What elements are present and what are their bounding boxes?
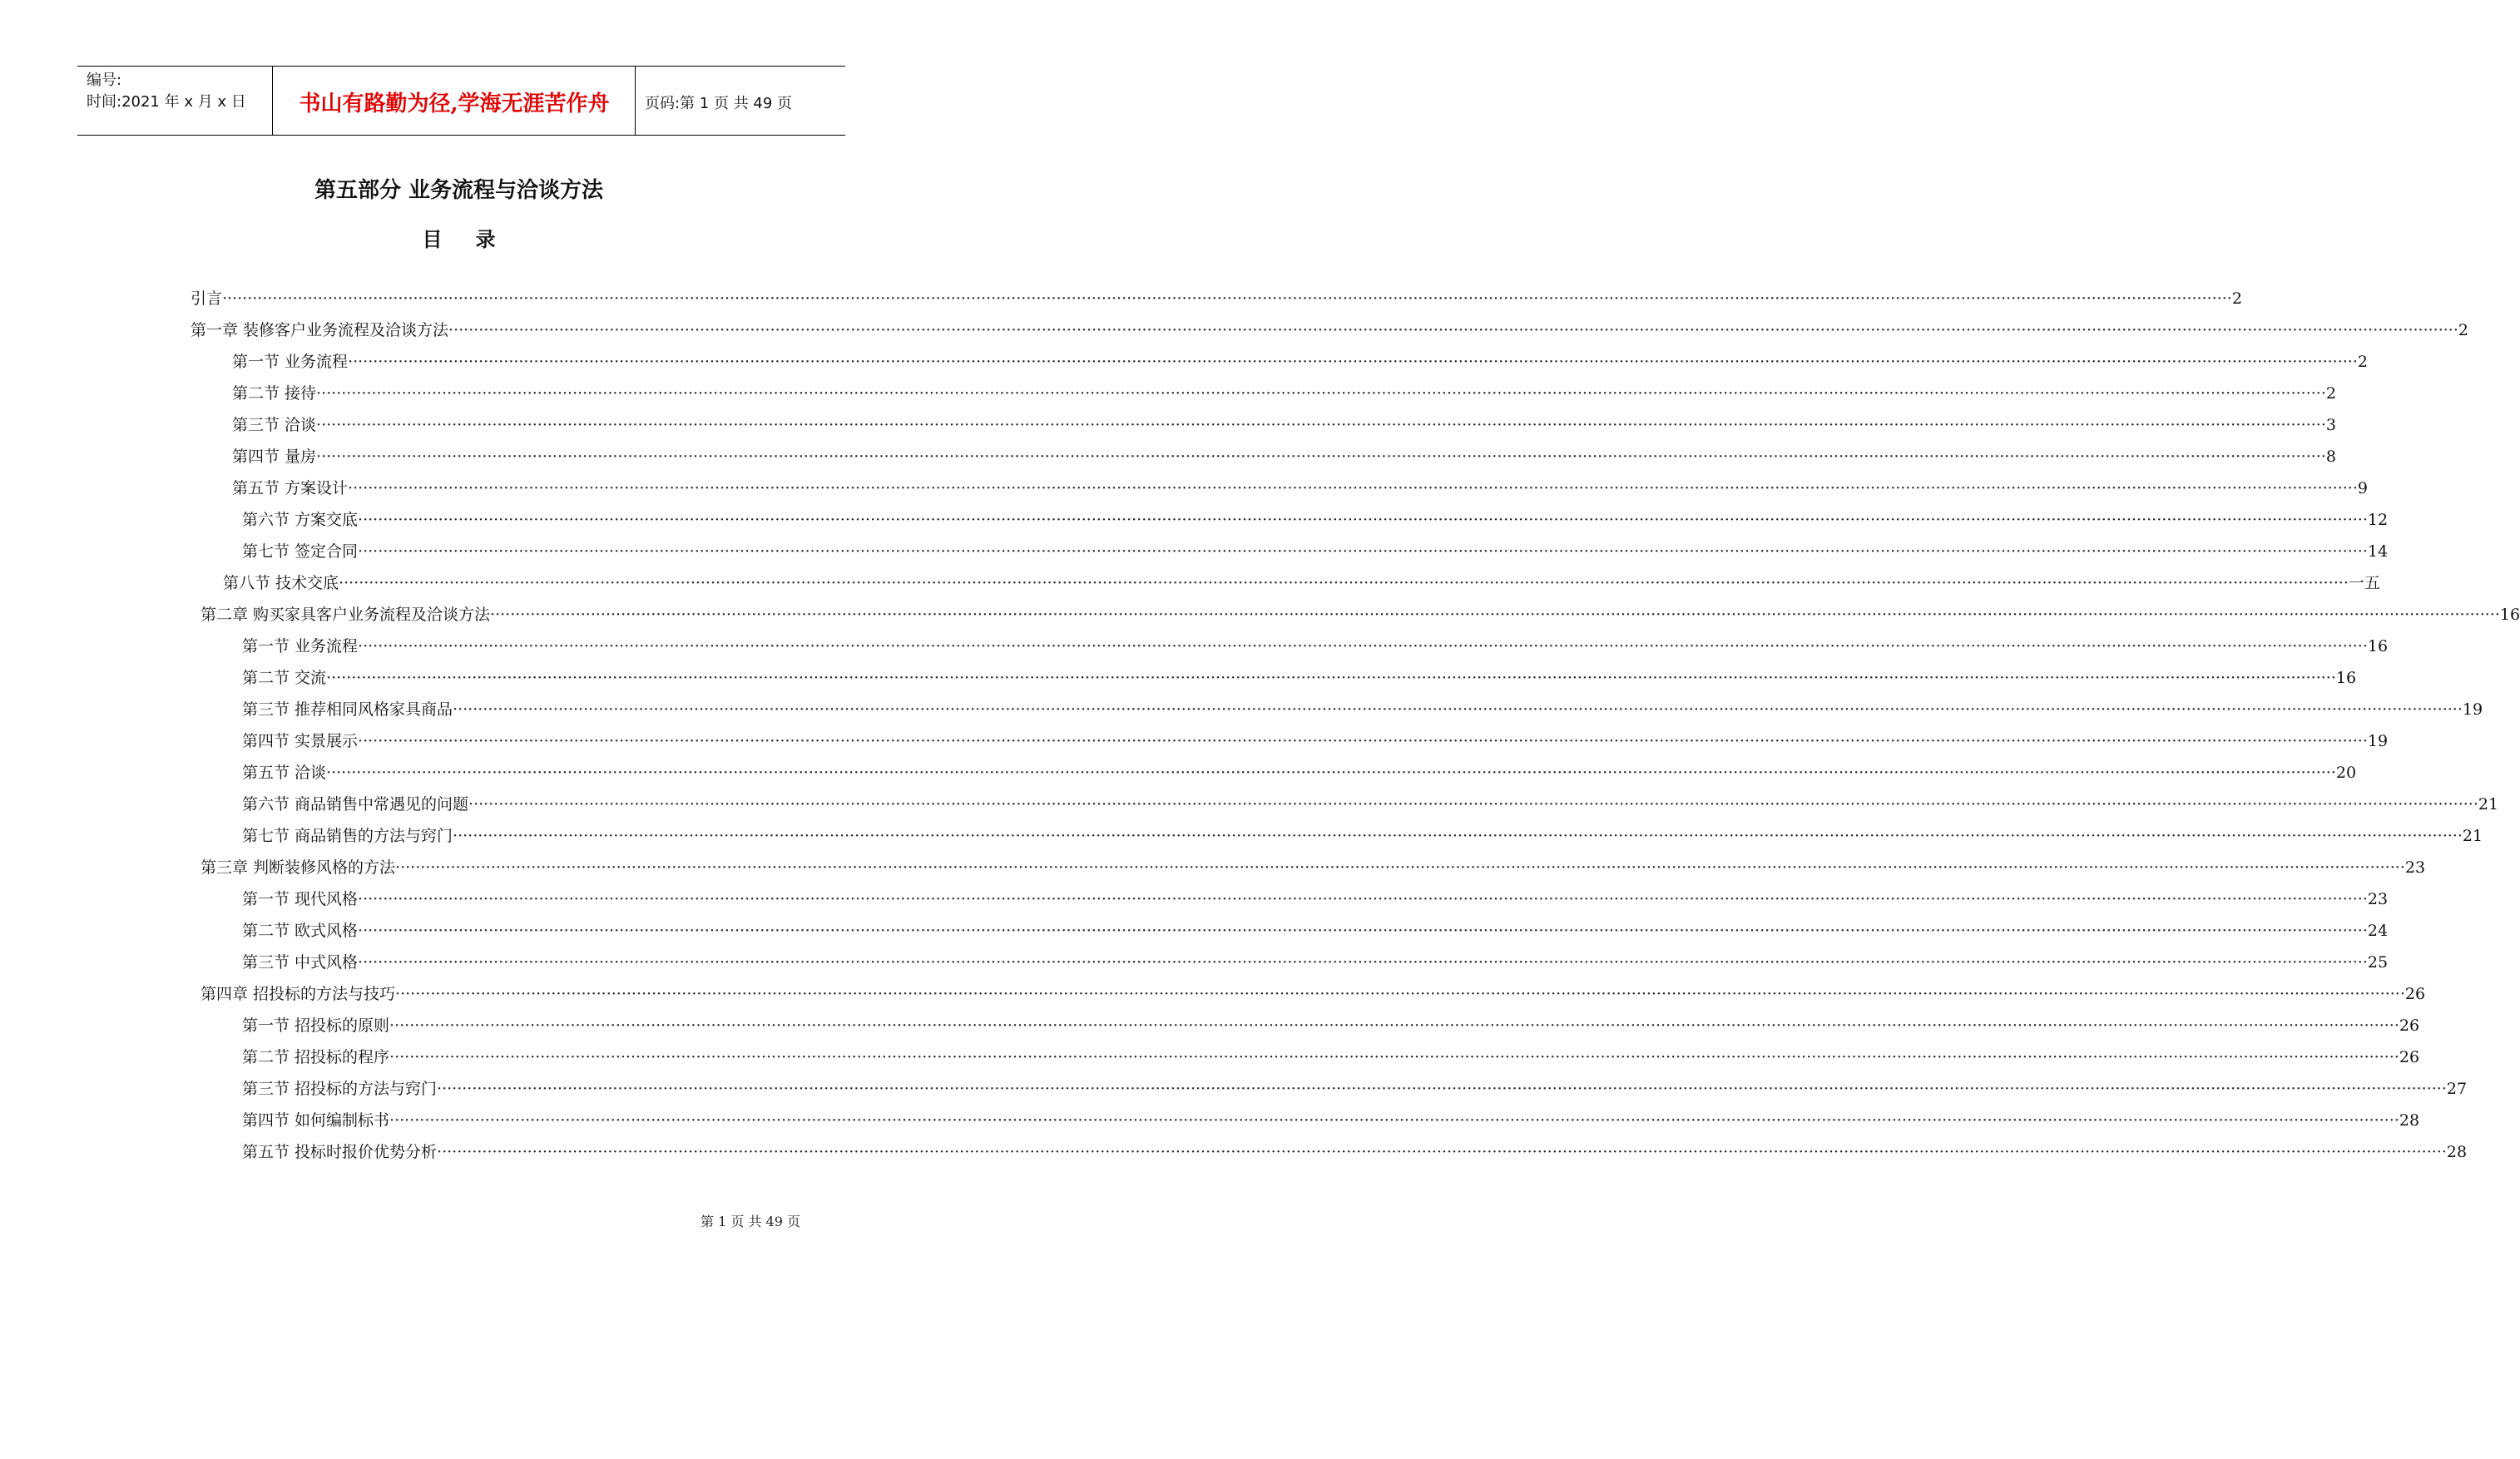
toc-entry [242, 789, 2499, 820]
toc-entry [242, 1041, 2420, 1073]
page-footer: 第 1 页 共 49 页 [701, 1214, 800, 1229]
toc-entry [223, 567, 2380, 599]
toc-entry-label: 第五节 洽谈 [242, 764, 327, 782]
toc-entry-label: 第三节 推荐相同风格家具商品 [242, 700, 453, 719]
toc-dot-leader: ················································································································································································································································································································································································································ [468, 795, 2478, 814]
toc-dot-leader: ················································································································································································································································································································································································································ [389, 1111, 2399, 1130]
toc-dot-leader: ················································································································································································································································································································································································································ [316, 384, 2326, 403]
toc-entry-label: 第五节 方案设计 [232, 479, 349, 497]
toc-entry [242, 536, 2389, 567]
toc-entry [232, 472, 2368, 504]
toc-entry-label: 第二节 招投标的程序 [242, 1048, 390, 1066]
toc-dot-leader: ················································································································································································································································································································································································································ [326, 669, 2336, 687]
toc-entry-label: 第二节 接待 [232, 384, 317, 403]
toc-entry-page: 26 [2399, 1048, 2420, 1066]
toc-entry-label: 第一节 业务流程 [232, 353, 349, 371]
toc-entry-page: 14 [2367, 542, 2389, 561]
toc-entry [242, 725, 2389, 757]
toc-entry-page: 16 [2499, 606, 2520, 624]
toc-dot-leader: ················································································································································································································································································································································································································ [348, 479, 2358, 497]
header-top-rule [77, 66, 845, 67]
toc-dot-leader: ················································································································································································································································································································································································································ [395, 985, 2405, 1003]
header-page-info: 页码:第 1 页 共 49 页 [645, 95, 793, 112]
toc-dot-leader: ················································································································································································································································································································································································································ [389, 1048, 2399, 1066]
toc-entry-label: 第四节 量房 [232, 448, 317, 466]
toc-entry [191, 314, 2468, 346]
toc-entry-page: 16 [2335, 669, 2357, 687]
toc-entry-page: 2 [2231, 289, 2242, 308]
toc-dot-leader: ················································································································································································································································································································································································································ [316, 448, 2326, 466]
toc-entry-label: 第一章 装修客户业务流程及洽谈方法 [191, 321, 449, 339]
toc-entry [201, 978, 2426, 1010]
toc-entry-label: 第一节 招投标的原则 [242, 1016, 390, 1035]
document-title: 第五部分 业务流程与洽谈方法 [314, 178, 604, 203]
toc-entry-label: 第六节 方案交底 [242, 511, 359, 529]
toc-dot-leader: ················································································································································································································································································································································································································ [453, 827, 2463, 845]
toc-entry-label: 第七节 商品销售的方法与窍门 [242, 827, 453, 845]
toc-dot-leader: ················································································································································································································································································································································································································ [389, 1016, 2399, 1035]
toc-entry-page: 26 [2399, 1016, 2420, 1035]
toc-entry-label: 第三节 招投标的方法与窍门 [242, 1080, 438, 1098]
toc-entry-page: 25 [2367, 953, 2389, 972]
toc-entry-page: 9 [2357, 479, 2368, 497]
toc-dot-leader: ················································································································································································································································································································································································································ [437, 1143, 2447, 1161]
toc-entry-page: 28 [2399, 1111, 2420, 1130]
toc-entry [201, 852, 2426, 883]
toc-entry-page: 8 [2325, 448, 2336, 466]
toc-entry-label: 第二节 欧式风格 [242, 922, 359, 940]
toc-entry-page: 21 [2462, 827, 2483, 845]
toc-entry [242, 1073, 2468, 1105]
toc-entry-label: 第四节 如何编制标书 [242, 1111, 390, 1130]
toc-entry-label: 第八节 技术交底 [223, 574, 339, 592]
toc-entry [201, 599, 2520, 631]
toc-entry [242, 1136, 2468, 1168]
toc-entry [242, 694, 2483, 725]
toc-entry [232, 409, 2336, 441]
toc-entry-label: 第六节 商品销售中常遇见的问题 [242, 795, 469, 814]
toc-entry-page: 12 [2367, 511, 2389, 529]
toc-entry [242, 631, 2389, 662]
toc-entry [191, 283, 2242, 314]
toc-dot-leader: ················································································································································································································································································································································································································ [358, 890, 2368, 908]
toc-dot-leader: ················································································································································································································································································································································································································ [358, 953, 2368, 972]
toc-entry-label: 第三章 判断装修风格的方法 [201, 858, 396, 877]
toc-dot-leader: ················································································································································································································································································································································································································ [326, 764, 2336, 782]
toc-entry [232, 378, 2336, 409]
toc-entry [242, 1010, 2420, 1041]
toc-entry-page: 24 [2367, 922, 2389, 940]
toc-entry-page: 19 [2462, 700, 2483, 719]
header-bottom-rule [77, 135, 845, 136]
header-meta [87, 70, 246, 113]
toc-dot-leader: ················································································································································································································································································································································································································ [358, 732, 2368, 750]
toc-entry-label: 第五节 投标时报价优势分析 [242, 1143, 438, 1161]
toc-entry-label: 第三节 洽谈 [232, 416, 317, 434]
toc-entry [232, 441, 2336, 472]
toc-entry-page: 27 [2446, 1080, 2468, 1098]
toc-entry [242, 820, 2483, 852]
toc-entry [242, 915, 2389, 947]
toc-dot-leader: ················································································································································································································································································································································································································ [358, 922, 2368, 940]
toc-dot-leader: ················································································································································································································································································································································································································ [448, 321, 2458, 339]
toc-entry-page: 16 [2367, 637, 2389, 655]
toc-entry-label: 第一节 业务流程 [242, 637, 359, 655]
toc-entry [242, 757, 2357, 789]
toc-dot-leader: ················································································································································································································································································································································································································ [437, 1080, 2447, 1098]
toc-dot-leader: ················································································································································································································································································································································································································ [316, 416, 2326, 434]
header-number-label: 编号: [87, 72, 122, 89]
toc-entry-label: 第二节 交流 [242, 669, 327, 687]
toc-entry-page: 20 [2335, 764, 2357, 782]
toc-entry-page: 21 [2478, 795, 2499, 814]
toc-entry [242, 662, 2357, 694]
toc-dot-leader: ················································································································································································································································································································································································································ [358, 637, 2368, 655]
toc-dot-leader: ················································································································································································································································································································································································································ [453, 700, 2463, 719]
toc-entry-page: 23 [2367, 890, 2389, 908]
toc-entry-label: 引言 [191, 289, 223, 308]
toc-dot-leader: ················································································································································································································································································································································································································ [222, 289, 2232, 308]
toc-entry [232, 346, 2368, 378]
toc-entry-label: 第四章 招投标的方法与技巧 [201, 985, 396, 1003]
toc-entry-page: 2 [2325, 384, 2336, 403]
toc-entry-page: 28 [2446, 1143, 2468, 1161]
toc-dot-leader: ················································································································································································································································································································································································································ [339, 574, 2349, 592]
header-time-label: 时间:2021 年 x 月 x 日 [87, 93, 246, 111]
toc-entry-label: 第二章 购买家具客户业务流程及洽谈方法 [201, 606, 491, 624]
toc-entry-label: 第七节 签定合同 [242, 542, 359, 561]
toc-entry-page: 19 [2367, 732, 2389, 750]
toc-entry-page: 2 [2458, 321, 2468, 339]
toc-dot-leader: ················································································································································································································································································································································································································ [490, 606, 2500, 624]
toc-dot-leader: ················································································································································································································································································································································································································ [348, 353, 2358, 371]
toc-entry-page: 23 [2404, 858, 2426, 877]
toc-dot-leader: ················································································································································································································································································································································································································ [358, 511, 2368, 529]
toc-dot-leader: ················································································································································································································································································································································································································ [358, 542, 2368, 561]
toc-entry [242, 883, 2389, 915]
header-motto: 书山有路勤为径,学海无涯苦作舟 [299, 91, 610, 116]
toc-entry [242, 947, 2389, 978]
toc-entry-label: 第一节 现代风格 [242, 890, 359, 908]
toc-entry-page: 26 [2404, 985, 2426, 1003]
toc-entry-page: 一五 [2348, 574, 2380, 592]
toc-entry-label: 第三节 中式风格 [242, 953, 359, 972]
toc-dot-leader: ················································································································································································································································································································································································································ [395, 858, 2405, 877]
toc-entry-page: 3 [2325, 416, 2336, 434]
toc-entry-page: 2 [2357, 353, 2368, 371]
toc-entry [242, 1105, 2420, 1136]
toc-entry-label: 第四节 实景展示 [242, 732, 359, 750]
toc-heading: 目录 [422, 228, 529, 251]
toc-entry [242, 504, 2389, 536]
